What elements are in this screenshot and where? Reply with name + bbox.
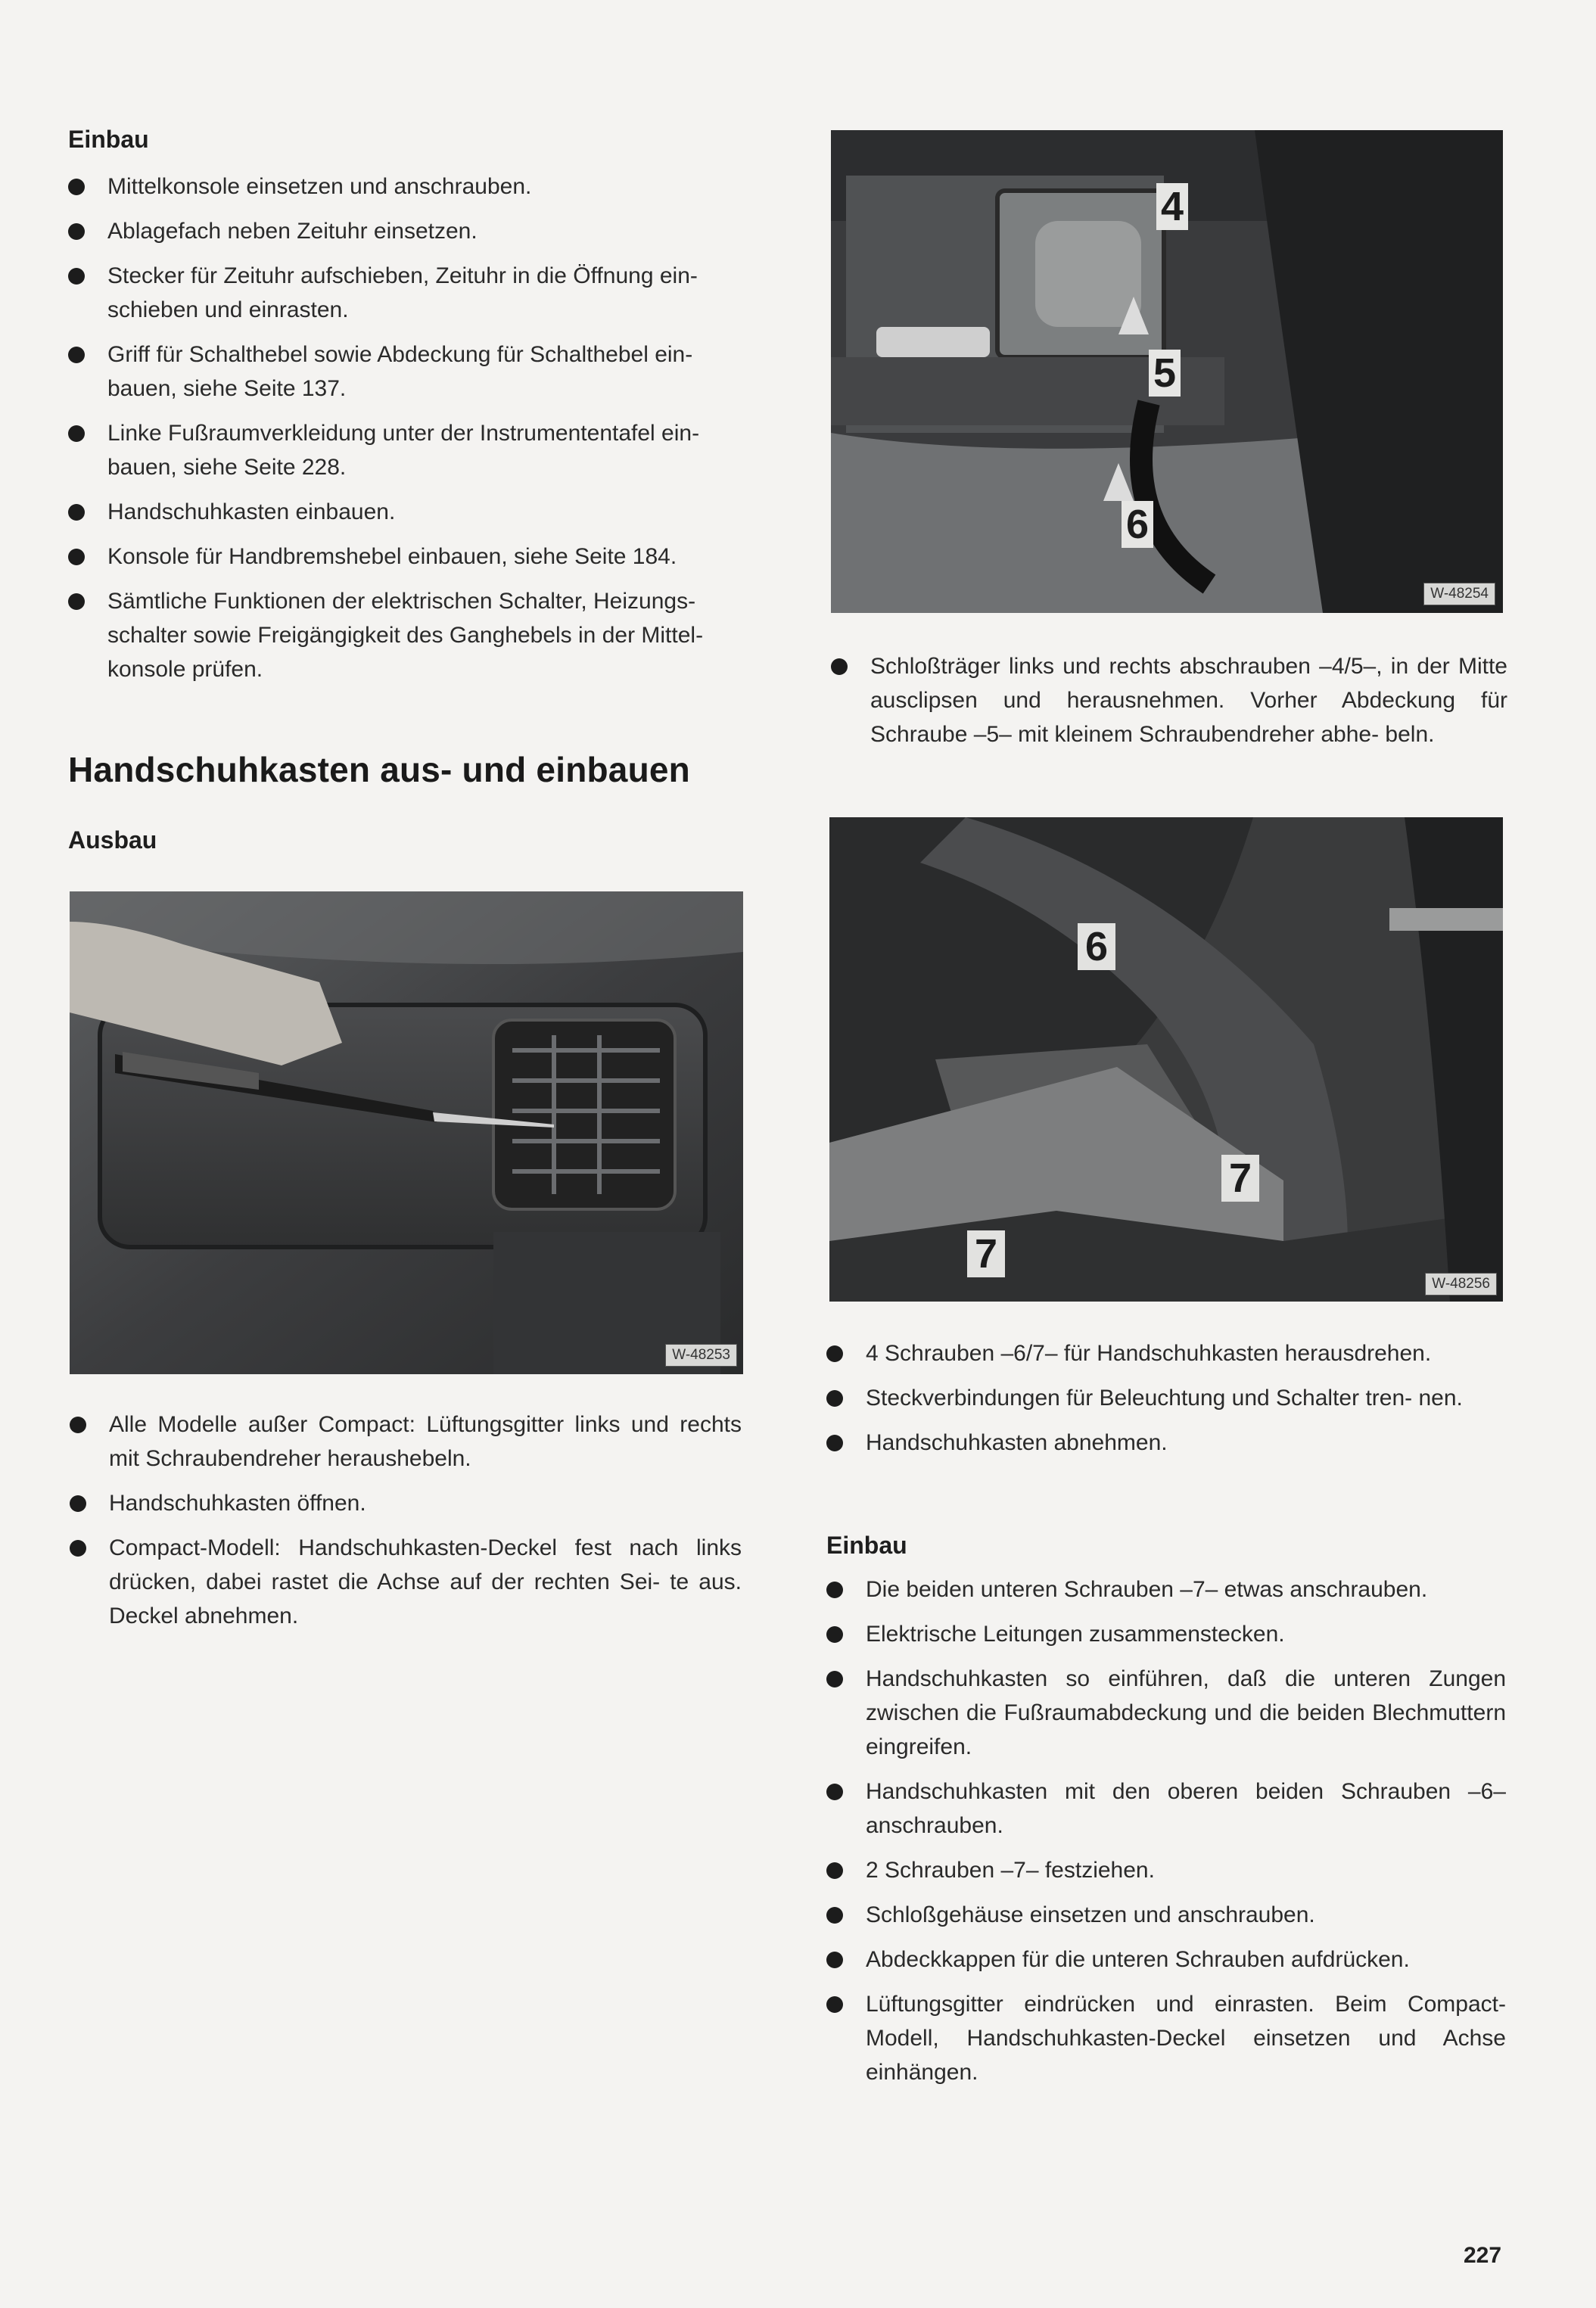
list-item: Lüftungsgitter eindrücken und einrasten. Beim Compact- Modell, Handschuhkasten-Deckel einsetzen und Achse einhängen. <box>825 1987 1506 2089</box>
photo-glovebox-screws <box>829 817 1503 1302</box>
schlosstraeger-list <box>829 649 1507 762</box>
callout-marker: 6 <box>1122 501 1153 548</box>
list-item: Handschuhkasten mit den oberen beiden Schrauben –6– anschrauben. <box>825 1775 1506 1843</box>
list-item: Handschuhkasten einbauen. <box>67 495 748 529</box>
einbau-heading-left: Einbau <box>68 126 149 153</box>
list-item: Steckverbindungen für Beleuchtung und Schalter tren- nen. <box>825 1381 1506 1415</box>
callout-marker: 7 <box>967 1230 1005 1277</box>
photo-label: W-48254 <box>1423 583 1495 605</box>
list-item: Die beiden unteren Schrauben –7– etwas anschrauben. <box>825 1572 1506 1607</box>
list-item: Ablagefach neben Zeituhr einsetzen. <box>67 214 748 248</box>
section-title: Handschuhkasten aus- und einbauen <box>68 750 690 789</box>
list-item: Elektrische Leitungen zusammenstecken. <box>825 1617 1506 1651</box>
list-item: Handschuhkasten abnehmen. <box>825 1426 1506 1460</box>
list-item: Griff für Schalthebel sowie Abdeckung für Schalthebel ein- bauen, siehe Seite 137. <box>67 337 748 406</box>
callout-marker: 5 <box>1149 350 1181 397</box>
list-item: Handschuhkasten so einführen, daß die unteren Zungen zwischen die Fußraumabdeckung und die beiden Blechmuttern eingreifen. <box>825 1662 1506 1764</box>
einbau-heading-right: Einbau <box>826 1532 907 1559</box>
list-item: Compact-Modell: Handschuhkasten-Deckel fest nach links drücken, dabei rastet die Achse auf der rechten Sei- te aus. Deckel abnehmen. <box>68 1531 742 1633</box>
list-item: Schloßträger links und rechts abschrauben –4/5–, in der Mitte ausclipsen und herausnehmen. Vorher Abdeckung für Schraube –5– mit kleinem Schraubendreher abhe- beln. <box>829 649 1507 751</box>
photo-label: W-48256 <box>1425 1273 1497 1296</box>
callout-marker: 7 <box>1221 1155 1259 1202</box>
list-item: Konsole für Handbremshebel einbauen, siehe Seite 184. <box>67 540 748 574</box>
ausbau-list <box>68 1408 742 1644</box>
callout-marker: 4 <box>1156 183 1188 230</box>
list-item: Stecker für Zeituhr aufschieben, Zeituhr in die Öffnung ein- schieben und einrasten. <box>67 259 748 327</box>
photo-illustration <box>829 817 1503 1302</box>
list-item: Handschuhkasten öffnen. <box>68 1486 742 1520</box>
einbau-list-right <box>825 1572 1506 2100</box>
list-item: Linke Fußraumverkleidung unter der Instrumententafel ein- bauen, siehe Seite 228. <box>67 416 748 484</box>
callout-marker: 6 <box>1078 923 1115 970</box>
page-number: 227 <box>1464 2243 1502 2268</box>
list-item: Abdeckkappen für die unteren Schrauben aufdrücken. <box>825 1943 1506 1977</box>
list-item: 2 Schrauben –7– festziehen. <box>825 1853 1506 1887</box>
ausbau-heading: Ausbau <box>68 826 157 854</box>
photo-illustration <box>70 891 743 1374</box>
list-item: Schloßgehäuse einsetzen und anschrauben. <box>825 1898 1506 1932</box>
list-item: Mittelkonsole einsetzen und anschrauben. <box>67 170 748 204</box>
list-item: Alle Modelle außer Compact: Lüftungsgitter links und rechts mit Schraubendreher heraushebeln. <box>68 1408 742 1476</box>
handschuhkasten-ausbau-list <box>825 1336 1506 1470</box>
einbau-list-left <box>67 170 748 697</box>
photo-label: W-48253 <box>665 1344 737 1367</box>
photo-lock-carrier <box>831 130 1503 613</box>
list-item: 4 Schrauben –6/7– für Handschuhkasten herausdrehen. <box>825 1336 1506 1370</box>
list-item: Sämtliche Funktionen der elektrischen Schalter, Heizungs- schalter sowie Freigängigkeit des Ganghebels in der Mittel- konsole prüfen. <box>67 584 748 686</box>
photo-air-vent-removal <box>70 891 743 1374</box>
